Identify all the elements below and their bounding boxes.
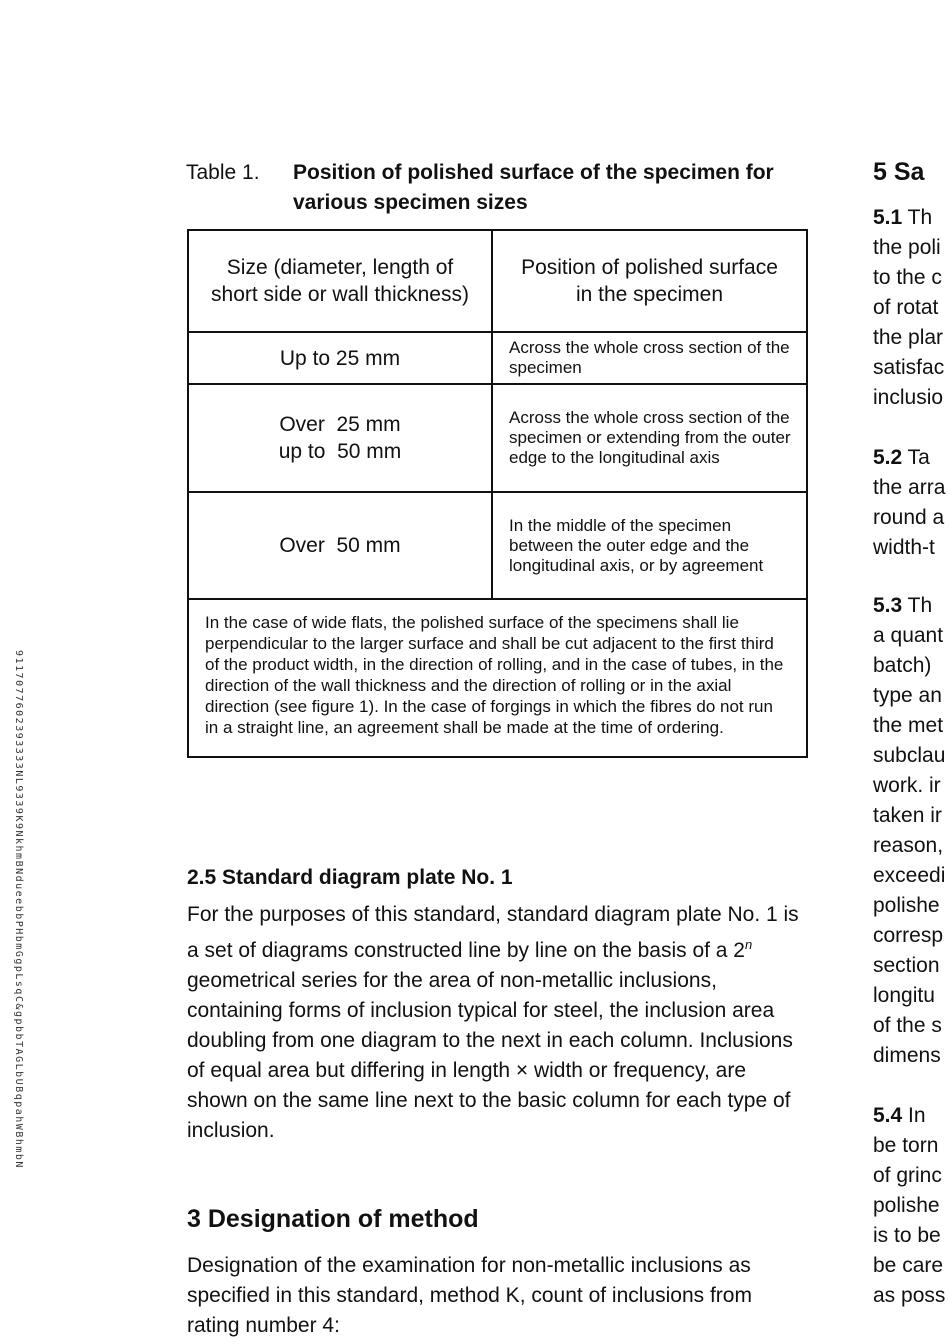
right-column-line-text: Th (902, 206, 933, 229)
superscript-n: n (745, 937, 753, 952)
table-header-row (188, 230, 807, 332)
table-note-row (188, 599, 807, 757)
table-note: In the case of wide flats, the polished surface of the specimens shall lie perpendicular to the larger surface and shall be cut adjacent to the first third of the product width, in the direction of rolling, and in the case of tubes, in the direction of the wall thickness and the direction of rolling or in the axial direction (see figure 1). In the case of forgings in which the fibres do not run in a straight line, an agreement shall be made at the time of ordering. (188, 599, 807, 757)
right-column-line-text: inclusio (873, 386, 944, 409)
right-column-line (873, 206, 932, 230)
right-column-subclause-number: 5.2 (873, 446, 903, 469)
right-column-line (873, 536, 935, 560)
right-column-line-text: taken ir (873, 804, 942, 827)
right-column-line-text: work. ir (873, 774, 941, 797)
right-column-line (873, 774, 941, 798)
section-3-heading: 3 Designation of method (187, 1205, 479, 1233)
right-column (873, 158, 950, 1344)
right-column-line-text: to the c (873, 266, 942, 289)
cell-size: Over 25 mm up to 50 mm (188, 384, 492, 492)
right-column-line (873, 356, 944, 380)
right-column-line (873, 744, 945, 768)
right-column-line-text: reason, (873, 834, 944, 857)
right-column-line (873, 594, 932, 618)
right-column-line-text: satisfac (873, 356, 945, 379)
right-column-line (873, 1044, 941, 1068)
right-column-line-text: the arra (873, 476, 946, 499)
right-column-line-text: the plar (873, 326, 944, 349)
right-column-subclause-number: 5.3 (873, 594, 903, 617)
right-column-line-text: be care (873, 1254, 944, 1277)
right-column-line (873, 1254, 943, 1278)
right-column-line (873, 446, 930, 470)
table-row (188, 332, 807, 384)
right-column-line (873, 924, 943, 948)
margin-stamp-text: 9117077602393333NL9339K9NkhmBNdueebbPHbmGgpLsqC&gpbbTAGLbUBqpahWBhmbN (13, 650, 24, 1169)
right-column-line (873, 1134, 938, 1158)
right-column-line (873, 954, 940, 978)
cell-size: Up to 25 mm (188, 332, 492, 384)
right-column-line (873, 266, 942, 290)
right-column-line (873, 984, 935, 1008)
right-column-line (873, 624, 943, 648)
right-column-line-text: section (873, 954, 940, 977)
right-column-line-text: dimens (873, 1044, 941, 1067)
right-column-line (873, 1164, 942, 1188)
right-column-line (873, 1104, 926, 1128)
right-column-line (873, 326, 943, 350)
right-column-line-text: corresp (873, 924, 944, 947)
header-position: Position of polished surface in the specimen (492, 230, 807, 332)
right-column-line (873, 296, 938, 320)
right-column-line-text: exceedi (873, 864, 946, 887)
cell-size: Over 50 mm (188, 492, 492, 599)
right-column-line (873, 864, 945, 888)
right-column-line (873, 1014, 942, 1038)
right-column-line-text: of the s (873, 1014, 942, 1037)
right-column-line-text: Ta (902, 446, 930, 469)
header-size: Size (diameter, length of short side or wall thickness) (188, 230, 492, 332)
table-row (188, 492, 807, 599)
right-column-line-text: width-t (873, 536, 935, 559)
section-2-5-heading: 2.5 Standard diagram plate No. 1 (187, 866, 513, 889)
cell-position: Across the whole cross section of the specimen (492, 332, 807, 384)
right-column-line-text: as poss (873, 1284, 946, 1307)
right-column-line-text: type an (873, 684, 942, 707)
cell-position: In the middle of the specimen between the outer edge and the longitudinal axis, or by agreement (492, 492, 807, 599)
right-column-line (873, 894, 940, 918)
right-column-line-text: of grinc (873, 1164, 942, 1187)
right-column-line-text: subclau (873, 744, 946, 767)
right-column-line-text: of rotat (873, 296, 939, 319)
right-column-line (873, 1284, 945, 1308)
right-column-line (873, 834, 943, 858)
right-column-line (873, 714, 943, 738)
table-row (188, 384, 807, 492)
section-5-heading: 5 Sa (873, 158, 925, 186)
right-column-line (873, 1194, 940, 1218)
section-2-5-text (187, 900, 807, 1146)
section-3-text: Designation of the examination for non-metallic inclusions as specified in this standard, method K, count of inclusions from rating number 4: (187, 1254, 752, 1337)
right-column-line-text: a quant (873, 624, 944, 647)
right-column-line (873, 684, 942, 708)
right-column-line-text: Th (902, 594, 933, 617)
right-column-line-text: be torn (873, 1134, 939, 1157)
table-1 (187, 229, 808, 758)
right-column-line (873, 476, 945, 500)
right-column-line-text: batch) (873, 654, 932, 677)
right-column-line-text: In (902, 1104, 926, 1127)
right-column-subclause-number: 5.1 (873, 206, 903, 229)
cell-position: Across the whole cross section of the specimen or extending from the outer edge to the longitudinal axis (492, 384, 807, 492)
right-column-line (873, 1224, 941, 1248)
margin-stamp (0, 650, 28, 1340)
right-column-line-text: the met (873, 714, 944, 737)
right-column-line-text: polishe (873, 1194, 940, 1217)
right-column-line-text: is to be (873, 1224, 941, 1247)
table-caption-number: Table 1. (186, 161, 260, 184)
right-column-line-text: longitu (873, 984, 935, 1007)
section-2-5-text-a: For the purposes of this standard, standard diagram plate No. 1 is a set of diagrams constructed line by line on the basis of a 2 (187, 903, 799, 962)
right-column-line-text: the poli (873, 236, 941, 259)
right-column-subclause-number: 5.4 (873, 1104, 903, 1127)
section-2-5-text-b: geometrical series for the area of non-metallic inclusions, containing forms of inclusion typical for steel, the inclusion area doubling from one diagram to the next in each column. Inclusions of equal area but differing in length × width or frequency, are shown on the same line next to the basic column for each type of inclusion. (187, 969, 793, 1142)
right-column-line (873, 386, 943, 410)
right-column-line-text: polishe (873, 894, 940, 917)
table-caption-title: Position of polished surface of the specimen for various specimen sizes (293, 161, 774, 214)
right-column-line (873, 804, 942, 828)
right-column-line (873, 506, 944, 530)
right-column-line-text: round a (873, 506, 945, 529)
right-column-line (873, 236, 941, 260)
right-column-line (873, 654, 931, 678)
